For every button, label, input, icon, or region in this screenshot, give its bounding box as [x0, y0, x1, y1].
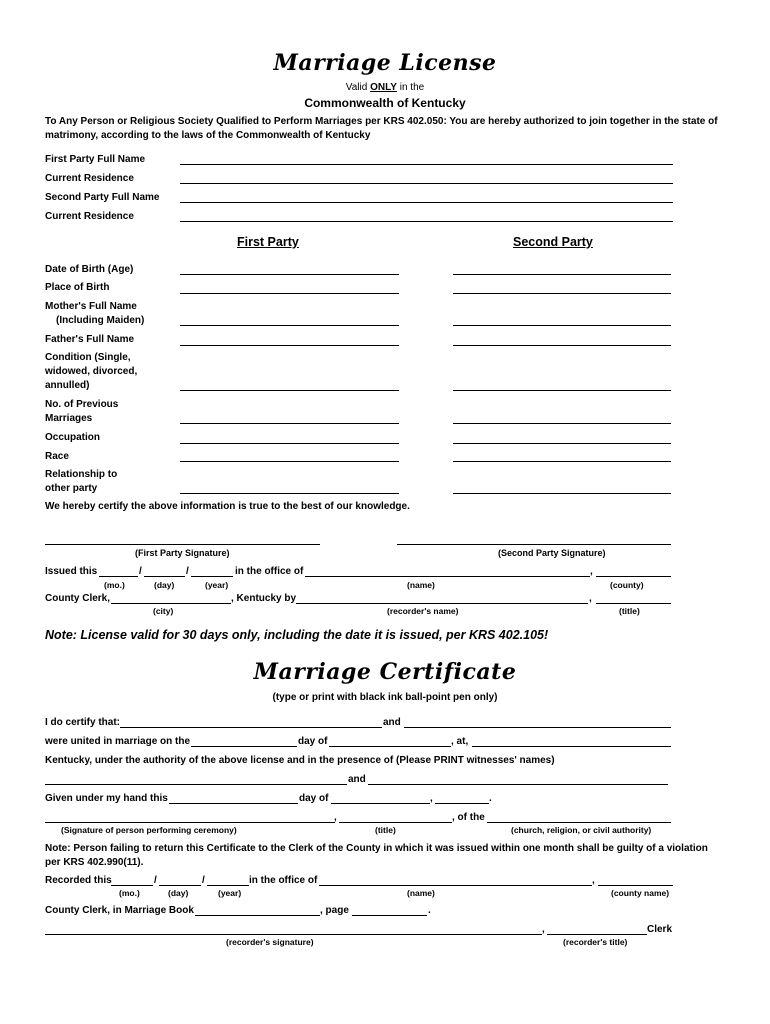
- first-occupation-field[interactable]: [180, 443, 399, 444]
- label-cert-title: (title): [375, 825, 396, 835]
- second-condition-field[interactable]: [453, 390, 671, 391]
- i-certify: I do certify that:: [45, 717, 121, 728]
- label-name: (name): [407, 580, 435, 590]
- label-pob: Place of Birth: [45, 282, 110, 293]
- church-field[interactable]: [487, 822, 671, 823]
- given-month-field[interactable]: [331, 803, 430, 804]
- recorded-comma: ,: [592, 875, 595, 886]
- issued-comma: ,: [590, 566, 593, 577]
- first-condition-field[interactable]: [180, 390, 399, 391]
- certify-statement: We hereby certify the above information is true to the best of our knowledge.: [45, 501, 410, 512]
- cert-and: and: [383, 717, 401, 728]
- issued-office-name-field[interactable]: [305, 576, 590, 577]
- clerk-comma: ,: [589, 593, 592, 604]
- given-period: .: [489, 793, 492, 804]
- second-prev-field[interactable]: [453, 423, 671, 424]
- issued-this: Issued this: [45, 566, 98, 577]
- col-second-party: Second Party: [513, 235, 593, 249]
- kentucky-under: Kentucky, under the authority of the above license and in the presence of (Please PRINT witnesses' names): [45, 755, 555, 766]
- label-rel-1: Relationship to: [45, 469, 118, 480]
- united-day-of: day of: [298, 736, 328, 747]
- second-dob-field[interactable]: [453, 274, 671, 275]
- label-mother-2: (Including Maiden): [56, 315, 145, 326]
- certificate-subtitle: (type or print with black ink ball-point pen only): [272, 692, 498, 703]
- issued-slash-2: /: [186, 566, 189, 577]
- label-rec-name: (name): [407, 888, 435, 898]
- given-under: Given under my hand this: [45, 793, 168, 804]
- page-period: .: [428, 905, 431, 916]
- given-day-field[interactable]: [169, 803, 298, 804]
- label-father: Father's Full Name: [45, 334, 135, 345]
- first-pob-field[interactable]: [180, 293, 399, 294]
- first-party-signature-field[interactable]: [45, 544, 320, 545]
- current-residence-1-field[interactable]: [180, 183, 673, 184]
- recorded-county-field[interactable]: [598, 885, 673, 886]
- recorded-year-field[interactable]: [207, 885, 249, 886]
- label-condition-1: Condition (Single,: [45, 352, 131, 363]
- first-dob-field[interactable]: [180, 274, 399, 275]
- witness-and: and: [348, 774, 366, 785]
- united-day-field[interactable]: [191, 746, 297, 747]
- second-party-name-field[interactable]: [180, 202, 673, 203]
- label-first-signature: (First Party Signature): [135, 548, 230, 558]
- label-church: (church, religion, or civil authority): [511, 825, 652, 835]
- label-recorders-signature: (recorder's signature): [226, 937, 314, 947]
- recorder-name-field[interactable]: [296, 603, 588, 604]
- license-intro: To Any Person or Religious Society Qualified to Perform Marriages per KRS 402.050: You are hereby authorized to join together in the state of matrimony, according to the laws of the Commonwealth of Kentucky: [45, 116, 718, 141]
- recorded-month-field[interactable]: [111, 885, 153, 886]
- label-year: (year): [205, 580, 229, 590]
- label-rel-2: other party: [45, 483, 98, 494]
- marriage-book-field[interactable]: [195, 915, 320, 916]
- label-county: (county): [610, 580, 644, 590]
- license-note: Note: License valid for 30 days only, including the date it is issued, per KRS 402.105!: [45, 628, 549, 642]
- valid-line: [0, 82, 770, 93]
- united-month-field[interactable]: [329, 746, 451, 747]
- label-first-party-name: First Party Full Name: [45, 154, 146, 165]
- given-day-of: day of: [299, 793, 329, 804]
- recorder-signature-field[interactable]: [45, 934, 542, 935]
- label-race: Race: [45, 451, 69, 462]
- page-label: , page: [320, 905, 349, 916]
- label-condition-3: annulled): [45, 380, 90, 391]
- label-county-name: (county name): [611, 888, 670, 898]
- col-first-party: First Party: [237, 235, 299, 249]
- second-mother-field[interactable]: [453, 325, 671, 326]
- issued-month-field[interactable]: [99, 576, 138, 577]
- witness-1-field[interactable]: [45, 784, 347, 785]
- certificate-note: Note: Person failing to return this Certificate to the Clerk of the County in which it was issued within one month shall be guilty of a violation per KRS 402.990(11).: [45, 843, 708, 868]
- first-relationship-field[interactable]: [180, 493, 399, 494]
- label-condition-2: widowed, divorced,: [45, 366, 138, 377]
- label-second-party-name: Second Party Full Name: [45, 192, 160, 203]
- second-occupation-field[interactable]: [453, 443, 671, 444]
- certify-party-1-field[interactable]: [120, 727, 382, 728]
- given-comma: ,: [430, 793, 433, 804]
- label-city: (city): [153, 606, 174, 616]
- label-rec-year: (year): [218, 888, 242, 898]
- second-pob-field[interactable]: [453, 293, 671, 294]
- united-at: , at,: [451, 736, 469, 747]
- recorded-this: Recorded this: [45, 875, 112, 886]
- clerk-marriage-book: County Clerk, in Marriage Book: [45, 905, 194, 916]
- valid-prefix: Valid: [345, 82, 371, 93]
- given-year-field[interactable]: [435, 803, 489, 804]
- second-party-signature-field[interactable]: [397, 544, 671, 545]
- first-prev-field[interactable]: [180, 423, 399, 424]
- issued-county-field[interactable]: [596, 576, 671, 577]
- issued-slash-1: /: [139, 566, 142, 577]
- label-mo: (mo.): [104, 580, 125, 590]
- label-recorders-title: (recorder's title): [563, 937, 628, 947]
- performer-comma: ,: [334, 812, 337, 823]
- label-recorders-name: (recorder's name): [387, 606, 459, 616]
- of-the: , of the: [452, 812, 485, 823]
- performer-signature-field[interactable]: [45, 822, 335, 823]
- recorder-title-2-field[interactable]: [547, 934, 647, 935]
- issued-day-field[interactable]: [144, 576, 185, 577]
- united-location-field[interactable]: [472, 746, 671, 747]
- first-race-field[interactable]: [180, 461, 399, 462]
- recorder-title-field[interactable]: [596, 603, 671, 604]
- license-title: Marriage License: [273, 50, 497, 76]
- second-race-field[interactable]: [453, 461, 671, 462]
- second-father-field[interactable]: [453, 345, 671, 346]
- kentucky-by: , Kentucky by: [231, 593, 297, 604]
- label-second-signature: (Second Party Signature): [498, 548, 606, 558]
- first-father-field[interactable]: [180, 345, 399, 346]
- label-current-residence-1: Current Residence: [45, 173, 134, 184]
- label-prev-2: Marriages: [45, 413, 93, 424]
- label-title: (title): [619, 606, 640, 616]
- recorded-day-field[interactable]: [159, 885, 201, 886]
- recorder-comma: ,: [542, 924, 545, 935]
- first-mother-field[interactable]: [180, 325, 399, 326]
- label-current-residence-2: Current Residence: [45, 211, 134, 222]
- certificate-title: Marriage Certificate: [253, 659, 517, 685]
- recorded-in-office: in the office of: [249, 875, 318, 886]
- recorded-office-name-field[interactable]: [319, 885, 592, 886]
- first-party-name-field[interactable]: [180, 164, 673, 165]
- label-sig-performing: (Signature of person performing ceremony): [61, 825, 237, 835]
- recorded-slash-1: /: [154, 875, 157, 886]
- clerk-city-field[interactable]: [111, 603, 231, 604]
- second-relationship-field[interactable]: [453, 493, 671, 494]
- united-in-marriage: were united in marriage on the: [45, 736, 191, 747]
- certify-party-2-field[interactable]: [404, 727, 671, 728]
- label-prev-1: No. of Previous: [45, 399, 119, 410]
- label-rec-mo: (mo.): [119, 888, 140, 898]
- issued-in-office-of: in the office of: [235, 566, 304, 577]
- issued-year-field[interactable]: [191, 576, 233, 577]
- valid-only: ONLY: [370, 82, 397, 93]
- clerk-label: Clerk: [647, 924, 673, 935]
- label-mother-1: Mother's Full Name: [45, 301, 137, 312]
- witness-2-field[interactable]: [368, 784, 668, 785]
- performer-title-field[interactable]: [339, 822, 452, 823]
- commonwealth: Commonwealth of Kentucky: [304, 96, 466, 110]
- valid-suffix: in the: [396, 82, 425, 93]
- label-day: (day): [154, 580, 175, 590]
- label-rec-day: (day): [168, 888, 189, 898]
- current-residence-2-field[interactable]: [180, 221, 673, 222]
- label-dob: Date of Birth (Age): [45, 264, 134, 275]
- page-number-field[interactable]: [352, 915, 427, 916]
- recorded-slash-2: /: [202, 875, 205, 886]
- county-clerk: County Clerk,: [45, 593, 111, 604]
- label-occupation: Occupation: [45, 432, 101, 443]
